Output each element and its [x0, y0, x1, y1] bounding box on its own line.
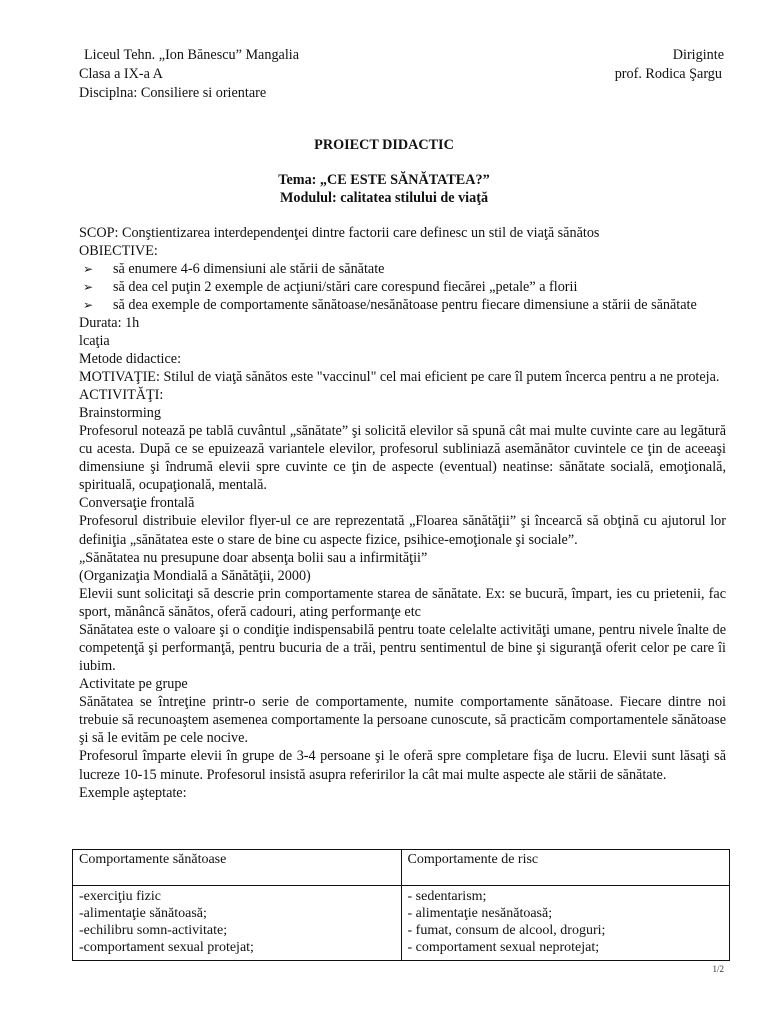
motivation: MOTIVAŢIE: Stilul de viaţă sănătos este "vaccinul" cel mai eficient pe care îl putem încerca pentru a ne proteja. — [79, 369, 720, 385]
class-name: Clasa a IX-a A — [79, 66, 163, 82]
quote: „Sănătatea nu presupune doar absenţa bolii sau a infirmităţii” — [79, 549, 428, 566]
brainstorming-text: Profesorul notează pe tablă cuvântul „sănătate” şi solicită elevilor să spună cât mai multe cuvinte care au legătură cu acesta. După ce se epuizează variantele elevilor, profesorul subliniază asemănător cuvintele ce ţin de aceeaşi dimensiune şi îndrumă elevii spre cuvinte ce ţin de aspecte (eventual) neatinse: sănătate socială, emoţională, spirituală, ocupaţională, mentală. — [79, 423, 726, 494]
list-item: ➢ să dea exemple de comportamente sănătoase/nesănătoase pentru fiecare dimensiune a stării de sănătate — [83, 297, 697, 313]
doc-module: Modulul: calitatea stilului de viaţă — [279, 190, 489, 206]
doc-title: PROIECT DIDACTIC — [314, 137, 454, 153]
list-item: ➢ să dea cel puţin 2 exemple de acţiuni/stări care corespund fiecărei „petale” a florii — [83, 279, 578, 295]
conversation-label: Conversaţie frontală — [79, 495, 195, 512]
header-risk: Comportamente de risc — [401, 850, 730, 886]
table-row — [73, 886, 730, 961]
document-body — [79, 224, 726, 802]
list-item: - alimentaţie nesănătoasă; — [407, 906, 553, 921]
list-item: -comportament sexual protejat; — [79, 940, 254, 955]
list-item: ➢ să enumere 4-6 dimensiuni ale stării de sănătate — [83, 261, 385, 277]
school-name: Liceul Tehn. „Ion Bănescu” Mangalia — [84, 47, 300, 63]
group-text-1: Sănătatea se întreţine printr-o serie de comportamente, numite comportamente sănătoase. Fiecare dintre noi trebuie să recunoaştem asemenea comportamente la persoane cunoscute, să practicăm comportamentele sănătoase şi să le evităm pe cele nocive. — [79, 694, 726, 747]
arrow-bullet-icon: ➢ — [83, 280, 94, 294]
list-item: - fumat, consum de alcool, droguri; — [407, 923, 606, 938]
value-paragraph: Sănătatea este o valoare şi o condiţie indispensabilă pentru toate celelalte activităţi umane, pentru nivele înalte de competenţă şi performanţă, pentru bucuria de a trăi, pentru sentimentul de bine şi siguranţă oferit celor pe care îi iubim. — [79, 621, 726, 675]
risk-cell — [401, 886, 730, 961]
behaviors-table — [72, 849, 730, 961]
list-item: - sedentarism; — [407, 889, 487, 904]
duration: Durata: 1h — [79, 315, 140, 331]
list-item: -echilibru somn-activitate; — [79, 923, 228, 938]
brainstorming-label: Brainstorming — [79, 405, 161, 422]
list-item: - comportament sexual neprotejat; — [407, 940, 600, 955]
role: Diriginte — [672, 47, 724, 63]
objectives-list — [79, 260, 726, 314]
header-left — [79, 46, 299, 103]
list-item: -exerciţiu fizic — [79, 889, 162, 904]
healthy-cell — [73, 886, 402, 961]
header-right — [615, 46, 724, 84]
table-header-row — [73, 850, 730, 886]
arrow-bullet-icon: ➢ — [83, 262, 94, 276]
scope: SCOP: Conştientizarea interdependenţei dintre factorii care definesc un stil de viaţă sănătos — [79, 225, 600, 241]
expected-label: Exemple aşteptate: — [79, 784, 187, 801]
page-number: 1/2 — [712, 964, 724, 974]
group-label: Activitate pe grupe — [79, 676, 188, 693]
behaviors-paragraph: Elevii sunt solicitaţi să descrie prin comportamente starea de sănătate. Ex: se bucură, împart, ies cu prietenii, fac sport, mănâncă sănătos, oferă cadouri, ating performanţe etc — [79, 585, 726, 620]
quote-source: (Organizaţia Mondială a Sănătăţii, 2000) — [79, 567, 311, 584]
group-text-2: Profesorul împarte elevii în grupe de 3-4 persoane şi le oferă spre completare fişa de lucru. Elevii sunt lăsaţi să lucreze 10-15 minute. Profesorul insistă asupra referirilor la cât mai multe aspecte ale stării de sănătate. — [79, 748, 726, 783]
discipline: Disciplna: Consiliere si orientare — [79, 85, 267, 101]
conversation-text: Profesorul distribuie elevilor flyer-ul ce are reprezentată „Floarea sănătăţii” şi încearcă să obţină cu ajutorul lor definiţia „sănătatea este o stare de bine cu aspecte fizice, psihice-emoţionale şi sociale”. — [79, 513, 726, 548]
location: lcaţia — [79, 333, 110, 349]
objectives-label: OBIECTIVE: — [79, 243, 158, 259]
teacher-name: prof. Rodica Şargu — [614, 66, 722, 82]
header-healthy: Comportamente sănătoase — [73, 850, 402, 886]
doc-theme: Tema: „CE ESTE SĂNĂTATEA?” — [278, 172, 490, 188]
list-item: -alimentaţie sănătoasă; — [79, 906, 207, 921]
arrow-bullet-icon: ➢ — [83, 298, 94, 312]
methods: Metode didactice: — [79, 351, 182, 367]
activities-label: ACTIVITĂŢI: — [79, 387, 164, 404]
